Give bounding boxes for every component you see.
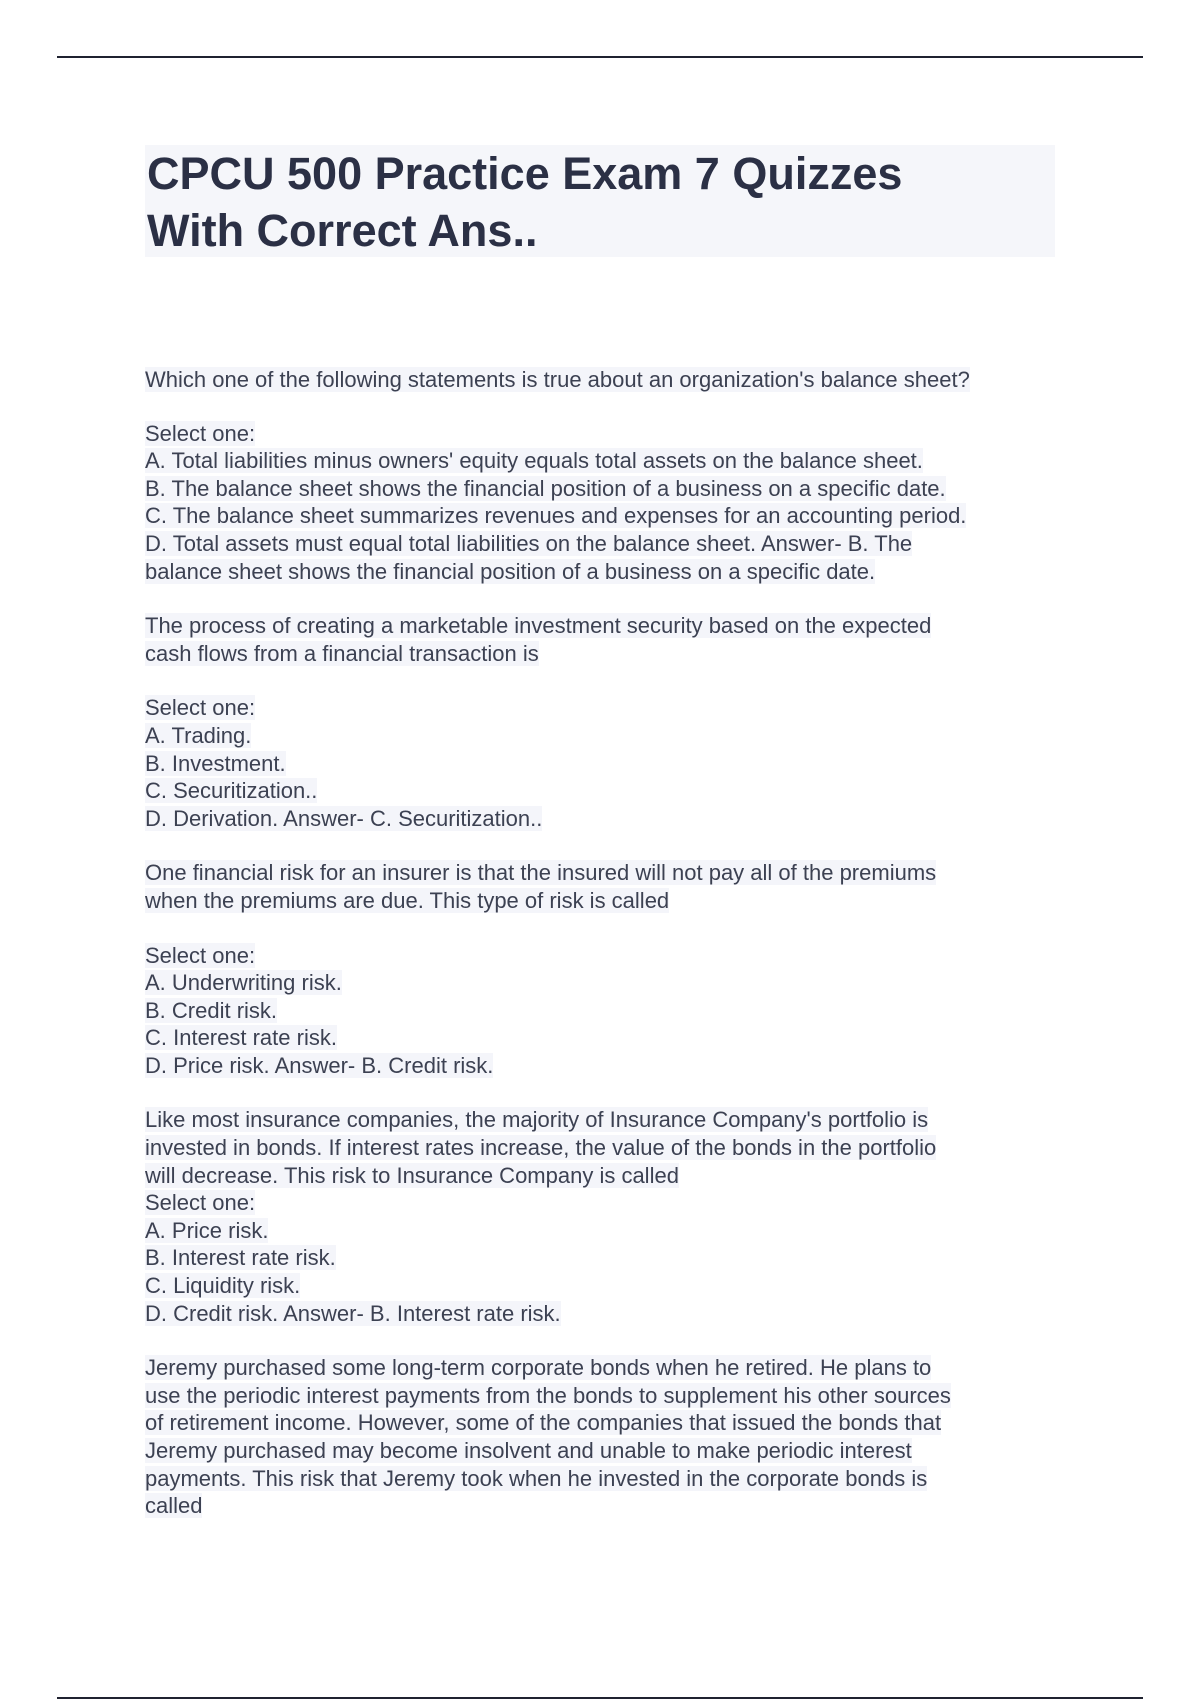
option-line: B. The balance sheet shows the financial position of a business on a specific date. (145, 475, 946, 501)
option-line: A. Trading. (145, 722, 252, 748)
question-stem: The process of creating a marketable investment security based on the expected (145, 613, 932, 639)
question-stem: payments. This risk that Jeremy took when he invested in the corporate bonds is (145, 1465, 928, 1491)
question-stem: use the periodic interest payments from the bonds to supplement his other sources (145, 1382, 951, 1408)
question-stem: Which one of the following statements is true about an organization's balance sheet? (145, 367, 970, 392)
option-line: C. The balance sheet summarizes revenues and expenses for an accounting period. (145, 503, 967, 529)
footer-rule (57, 1697, 1143, 1699)
question-1 (145, 366, 1065, 585)
question-stem: Jeremy purchased some long-term corporate bonds when he retired. He plans to (145, 1355, 932, 1381)
title-box (145, 145, 1055, 257)
question-stem: One financial risk for an insurer is that the insured will not pay all of the premiums (145, 860, 937, 886)
question-stem: Jeremy purchased may become insolvent and unable to make periodic interest (145, 1438, 912, 1463)
question-4 (145, 1106, 1065, 1327)
document-body (145, 366, 1065, 1520)
question-stem: Like most insurance companies, the majority of Insurance Company's portfolio is (145, 1107, 929, 1133)
option-line-with-answer: D. Credit risk. Answer- B. Interest rate risk. (145, 1300, 561, 1326)
option-line-with-answer: D. Derivation. Answer- C. Securitization.. (145, 805, 543, 831)
option-line-with-answer: D. Total assets must equal total liabilities on the balance sheet. Answer- B. The (145, 530, 913, 556)
option-line: B. Investment. (145, 750, 286, 776)
question-stem: of retirement income. However, some of the companies that issued the bonds that (145, 1410, 942, 1436)
option-line: B. Credit risk. (145, 997, 278, 1023)
question-5 (145, 1354, 1065, 1520)
select-one-prompt: Select one: (145, 942, 256, 968)
question-stem: called (145, 1493, 203, 1519)
header-rule (57, 56, 1143, 58)
question-stem: invested in bonds. If interest rates increase, the value of the bonds in the portfolio (145, 1135, 937, 1161)
select-one-prompt: Select one: (145, 695, 256, 721)
question-stem: cash flows from a financial transaction is (145, 640, 539, 666)
answer-continuation: balance sheet shows the financial position of a business on a specific date. (145, 558, 876, 584)
title-line-2: With Correct Ans.. (147, 205, 538, 256)
option-line: C. Securitization.. (145, 778, 318, 804)
option-line: A. Total liabilities minus owners' equity equals total assets on the balance sheet. (145, 448, 923, 474)
select-one-prompt: Select one: (145, 420, 256, 446)
title-line-1: CPCU 500 Practice Exam 7 Quizzes (147, 148, 903, 199)
select-one-prompt: Select one: (145, 1190, 256, 1216)
document-title (145, 145, 1055, 259)
option-line: A. Underwriting risk. (145, 970, 342, 996)
option-line: C. Interest rate risk. (145, 1025, 337, 1051)
option-line: C. Liquidity risk. (145, 1273, 301, 1299)
question-3 (145, 859, 1065, 1079)
question-2 (145, 612, 1065, 832)
question-stem: when the premiums are due. This type of risk is called (145, 887, 670, 913)
option-line: A. Price risk. (145, 1217, 269, 1243)
option-line-with-answer: D. Price risk. Answer- B. Credit risk. (145, 1052, 494, 1078)
question-stem: will decrease. This risk to Insurance Company is called (145, 1162, 679, 1188)
option-line: B. Interest rate risk. (145, 1245, 336, 1271)
